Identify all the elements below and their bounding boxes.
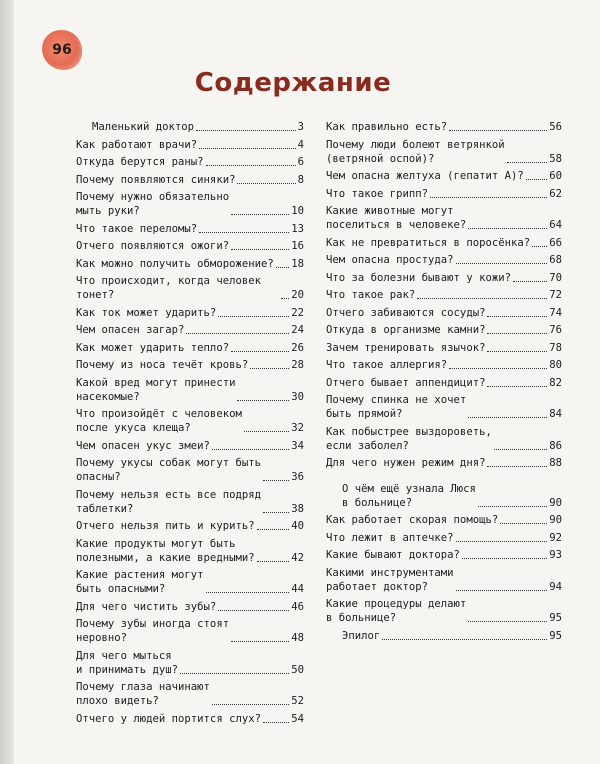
toc-entry[interactable] bbox=[76, 537, 304, 565]
toc-entry-page: 10 bbox=[291, 205, 304, 217]
toc-entry-page: 46 bbox=[291, 600, 304, 613]
toc-entry-title: Отчего забиваются сосуды? bbox=[326, 306, 486, 319]
toc-entry[interactable] bbox=[326, 597, 562, 625]
toc-leader-dots bbox=[478, 506, 547, 507]
toc-entry-page: 95 bbox=[549, 612, 562, 624]
toc-entry-title: Почему нужно обязательно мыть руки? bbox=[76, 191, 230, 217]
toc-entry-page: 18 bbox=[291, 257, 304, 270]
toc-entry-page: 90 bbox=[549, 514, 562, 526]
toc-entry-title: Как можно получить обморожение? bbox=[76, 257, 274, 270]
toc-entry[interactable] bbox=[326, 323, 562, 337]
toc-leader-dots bbox=[513, 281, 547, 282]
toc-entry[interactable] bbox=[326, 376, 562, 390]
toc-right-column bbox=[326, 120, 562, 646]
toc-entry[interactable] bbox=[326, 306, 562, 320]
toc-entry[interactable] bbox=[76, 568, 304, 596]
toc-entry-title: Какие растения могут быть опасными? bbox=[76, 569, 204, 595]
toc-entry-title: Отчего появляются ожоги? bbox=[76, 240, 230, 252]
toc-entry-title: Как побыстрее выздороветь, если заболел? bbox=[326, 425, 492, 452]
toc-leader-dots bbox=[487, 333, 547, 334]
toc-entry-page: 40 bbox=[291, 520, 304, 532]
toc-entry[interactable] bbox=[326, 629, 562, 643]
toc-entry-title: Для чего нужен режим дня? bbox=[326, 457, 486, 469]
toc-entry-page: 3 bbox=[297, 121, 304, 133]
toc-entry-page: 88 bbox=[549, 457, 562, 469]
toc-entry[interactable] bbox=[76, 439, 304, 453]
toc-entry-title: Эпилог bbox=[342, 629, 381, 642]
toc-leader-dots bbox=[487, 351, 547, 352]
toc-entry[interactable] bbox=[76, 190, 304, 218]
toc-entry-page: 72 bbox=[549, 289, 562, 301]
toc-leader-dots bbox=[462, 558, 547, 559]
toc-leader-dots bbox=[500, 523, 547, 524]
toc-entry[interactable] bbox=[76, 680, 304, 708]
toc-entry[interactable] bbox=[76, 649, 304, 677]
toc-leader-dots bbox=[231, 641, 289, 642]
toc-leader-dots bbox=[263, 722, 289, 723]
toc-leader-dots bbox=[507, 162, 548, 163]
toc-entry-title: Как может ударить тепло? bbox=[76, 341, 230, 354]
toc-entry-page: 94 bbox=[549, 580, 562, 593]
toc-leader-dots bbox=[532, 246, 547, 247]
toc-entry-title: Почему из носа течёт кровь? bbox=[76, 359, 249, 371]
toc-entry[interactable] bbox=[326, 204, 562, 232]
toc-leader-dots bbox=[487, 316, 547, 317]
toc-entry-page: 38 bbox=[291, 502, 304, 515]
toc-entry[interactable] bbox=[326, 566, 562, 594]
toc-leader-dots bbox=[231, 351, 289, 352]
toc-entry-title: Почему укусы собак могут быть опасны? bbox=[76, 457, 261, 483]
toc-entry-title: Почему зубы иногда стоят неровно? bbox=[76, 618, 230, 644]
toc-entry-page: 64 bbox=[549, 219, 562, 231]
toc-entry-title: Что лежит в аптечке? bbox=[326, 531, 454, 544]
toc-entry-title: Как работает скорая помощь? bbox=[326, 514, 499, 526]
toc-entry-page: 84 bbox=[549, 408, 562, 420]
toc-entry[interactable] bbox=[76, 173, 304, 187]
toc-leader-dots bbox=[468, 417, 547, 418]
toc-entry-page: 6 bbox=[297, 156, 304, 168]
toc-entry-title: Откуда берутся раны? bbox=[76, 156, 204, 168]
toc-leader-dots bbox=[382, 639, 547, 640]
toc-leader-dots bbox=[263, 480, 289, 481]
toc-entry-page: 86 bbox=[549, 439, 562, 452]
toc-entry-page: 34 bbox=[291, 439, 304, 452]
toc-entry-page: 92 bbox=[549, 531, 562, 544]
toc-entry-page: 62 bbox=[549, 187, 562, 200]
toc-entry-page: 20 bbox=[291, 289, 304, 301]
toc-entry-title: Как правильно есть? bbox=[326, 121, 448, 133]
toc-entry-page: 82 bbox=[549, 376, 562, 389]
book-spine bbox=[0, 0, 14, 764]
toc-leader-dots bbox=[237, 183, 295, 184]
toc-entry[interactable] bbox=[326, 548, 562, 562]
toc-leader-dots bbox=[206, 165, 296, 166]
toc-entry-title: Чем опасна желтуха (гепатит А)? bbox=[326, 170, 524, 182]
toc-entry-title: Почему люди болеют ветрянкой (ветряной оспой)? bbox=[326, 138, 505, 165]
toc-entry-title: Что такое аллергия? bbox=[326, 359, 448, 371]
toc-entry-page: 36 bbox=[291, 471, 304, 483]
toc-entry[interactable] bbox=[326, 531, 562, 545]
toc-entry-page: 8 bbox=[297, 173, 304, 186]
toc-entry-page: 95 bbox=[549, 629, 562, 642]
toc-leader-dots bbox=[257, 561, 290, 562]
toc-entry-page: 22 bbox=[291, 306, 304, 319]
toc-entry-title: Что такое грипп? bbox=[326, 187, 429, 200]
toc-entry-page: 90 bbox=[549, 496, 562, 509]
toc-entry-page: 52 bbox=[291, 695, 304, 707]
toc-entry-title: Что такое переломы? bbox=[76, 222, 198, 235]
toc-entry-page: 32 bbox=[291, 422, 304, 434]
toc-entry-title: Отчего у людей портится слух? bbox=[76, 712, 261, 725]
toc-entry-page: 56 bbox=[549, 121, 562, 133]
toc-entry[interactable] bbox=[326, 482, 562, 510]
page-number: 96 bbox=[52, 42, 72, 58]
toc-entry-title: Какие продукты могут быть полезными, а какие вредными? bbox=[76, 537, 255, 564]
toc-leader-dots bbox=[196, 130, 296, 131]
toc-entry[interactable] bbox=[326, 358, 562, 372]
toc-entry-title: Для чего мыться и принимать душ? bbox=[76, 649, 179, 676]
toc-leader-dots bbox=[212, 704, 289, 705]
toc-entry-page: 54 bbox=[291, 712, 304, 725]
toc-entry-page: 68 bbox=[549, 254, 562, 266]
toc-entry[interactable] bbox=[326, 120, 562, 134]
toc-entry[interactable] bbox=[76, 456, 304, 484]
toc-entry-title: Почему нельзя есть все подряд таблетки? bbox=[76, 488, 261, 515]
toc-leader-dots bbox=[199, 232, 289, 233]
toc-entry-title: Что произойдёт с человеком после укуса клеща? bbox=[76, 408, 242, 434]
toc-entry[interactable] bbox=[326, 169, 562, 183]
toc-entry[interactable] bbox=[76, 358, 304, 372]
toc-entry-page: 66 bbox=[549, 236, 562, 249]
toc-entry-title: Чем опасен загар? bbox=[76, 324, 185, 336]
toc-leader-dots bbox=[526, 179, 548, 180]
toc-entry-title: Какими инструментами работает доктор? bbox=[326, 566, 454, 593]
toc-entry-page: 24 bbox=[291, 324, 304, 336]
toc-entry-title: Какие процедуры делают в больнице? bbox=[326, 598, 467, 624]
toc-leader-dots bbox=[237, 400, 289, 401]
toc-entry-title: Для чего чистить зубы? bbox=[76, 600, 217, 613]
toc-entry-title: Почему глаза начинают плохо видеть? bbox=[76, 681, 210, 707]
toc-leader-dots bbox=[180, 673, 289, 674]
toc-entry-title: Что такое рак? bbox=[326, 289, 416, 301]
toc-entry-page: 26 bbox=[291, 341, 304, 354]
toc-entry[interactable] bbox=[76, 306, 304, 320]
toc-entry-title: Почему появляются синяки? bbox=[76, 173, 236, 186]
toc-leader-dots bbox=[456, 541, 548, 542]
toc-entry[interactable] bbox=[76, 239, 304, 253]
toc-entry[interactable] bbox=[326, 456, 562, 470]
toc-leader-dots bbox=[276, 267, 290, 268]
toc-entry[interactable] bbox=[326, 513, 562, 527]
toc-entry-title: Какой вред могут принести насекомые? bbox=[76, 376, 236, 403]
toc-entry[interactable] bbox=[326, 253, 562, 267]
toc-entry-title: Отчего бывает аппендицит? bbox=[326, 376, 486, 389]
toc-entry-page: 28 bbox=[291, 359, 304, 371]
toc-entry[interactable] bbox=[76, 257, 304, 271]
toc-entry-page: 50 bbox=[291, 663, 304, 676]
toc-entry-page: 42 bbox=[291, 551, 304, 564]
toc-entry[interactable] bbox=[326, 236, 562, 250]
toc-leader-dots bbox=[257, 529, 290, 530]
toc-entry[interactable] bbox=[326, 288, 562, 302]
toc-leader-dots bbox=[468, 228, 547, 229]
toc-entry[interactable] bbox=[76, 488, 304, 516]
toc-leader-dots bbox=[456, 590, 548, 591]
toc-leader-dots bbox=[218, 316, 289, 317]
toc-entry-title: Зачем тренировать язычок? bbox=[326, 341, 486, 354]
toc-entry[interactable] bbox=[76, 376, 304, 404]
toc-entry[interactable] bbox=[76, 138, 304, 152]
toc-entry[interactable] bbox=[76, 323, 304, 337]
toc-entry[interactable] bbox=[76, 120, 304, 134]
toc-leader-dots bbox=[494, 449, 547, 450]
toc-leader-dots bbox=[417, 298, 547, 299]
toc-entry-page: 30 bbox=[291, 390, 304, 403]
toc-leader-dots bbox=[186, 333, 289, 334]
toc-entry[interactable] bbox=[76, 407, 304, 435]
toc-entry[interactable] bbox=[326, 138, 562, 166]
page-title: Содержание bbox=[194, 68, 392, 98]
toc-entry-title: Что за болезни бывают у кожи? bbox=[326, 271, 511, 284]
toc-entry-page: 48 bbox=[291, 632, 304, 644]
toc-entry-title: Маленький доктор bbox=[92, 121, 195, 133]
toc-leader-dots bbox=[218, 610, 289, 611]
toc-entry[interactable] bbox=[76, 600, 304, 614]
toc-leader-dots bbox=[449, 368, 547, 369]
toc-entry-page: 76 bbox=[549, 324, 562, 336]
toc-entry-page: 13 bbox=[291, 222, 304, 235]
toc-entry-title: Почему спинка не хочет быть прямой? bbox=[326, 394, 467, 420]
toc-leader-dots bbox=[244, 431, 289, 432]
toc-entry-page: 60 bbox=[549, 170, 562, 182]
toc-entry-title: Как ток может ударить? bbox=[76, 306, 217, 319]
toc-entry[interactable] bbox=[76, 617, 304, 645]
toc-entry-page: 16 bbox=[291, 240, 304, 252]
toc-entry-page: 78 bbox=[549, 341, 562, 354]
toc-leader-dots bbox=[206, 592, 290, 593]
toc-leader-dots bbox=[449, 130, 547, 131]
toc-entry-title: Чем опасен укус змеи? bbox=[76, 439, 210, 452]
toc-entry-page: 93 bbox=[549, 549, 562, 561]
toc-entry[interactable] bbox=[76, 155, 304, 169]
toc-entry-page: 74 bbox=[549, 306, 562, 319]
toc-entry-title: Какие животные могут поселиться в человеке? bbox=[326, 205, 467, 231]
toc-entry-title: Как не превратиться в поросёнка? bbox=[326, 236, 531, 249]
toc-gap bbox=[326, 474, 562, 482]
toc-entry[interactable] bbox=[326, 425, 562, 453]
toc-entry-title: О чём ещё узнала Люся в больнице? bbox=[342, 482, 476, 509]
toc-leader-dots bbox=[430, 197, 547, 198]
toc-leader-dots bbox=[231, 249, 289, 250]
toc-leader-dots bbox=[231, 214, 289, 215]
toc-entry[interactable] bbox=[76, 712, 304, 726]
toc-entry-page: 44 bbox=[291, 583, 304, 595]
toc-entry[interactable] bbox=[326, 271, 562, 285]
toc-entry-page: 58 bbox=[549, 152, 562, 165]
toc-leader-dots bbox=[487, 386, 547, 387]
toc-entry[interactable] bbox=[76, 341, 304, 355]
toc-leader-dots bbox=[468, 621, 547, 622]
toc-leader-dots bbox=[212, 449, 289, 450]
toc-entry-page: 4 bbox=[297, 138, 304, 151]
toc-entry-title: Откуда в организме камни? bbox=[326, 324, 486, 336]
toc-entry[interactable] bbox=[76, 274, 304, 302]
toc-leader-dots bbox=[199, 148, 295, 149]
toc-entry-page: 70 bbox=[549, 271, 562, 284]
toc-leader-dots bbox=[281, 298, 289, 299]
toc-entry-title: Чем опасна простуда? bbox=[326, 254, 454, 266]
toc-entry-title: Что происходит, когда человек тонет? bbox=[76, 275, 261, 301]
toc-entry-title: Какие бывают доктора? bbox=[326, 549, 460, 561]
toc-entry[interactable] bbox=[76, 222, 304, 236]
toc-entry-title: Отчего нельзя пить и курить? bbox=[76, 520, 255, 532]
toc-entry[interactable] bbox=[326, 341, 562, 355]
toc-entry-page: 80 bbox=[549, 359, 562, 371]
toc-leader-dots bbox=[250, 368, 289, 369]
toc-leader-dots bbox=[456, 263, 548, 264]
toc-entry[interactable] bbox=[76, 519, 304, 533]
toc-leader-dots bbox=[263, 512, 289, 513]
toc-leader-dots bbox=[487, 466, 547, 467]
toc-entry[interactable] bbox=[326, 187, 562, 201]
toc-entry-title: Как работают врачи? bbox=[76, 138, 198, 151]
toc-entry[interactable] bbox=[326, 393, 562, 421]
toc-left-column bbox=[76, 120, 304, 729]
